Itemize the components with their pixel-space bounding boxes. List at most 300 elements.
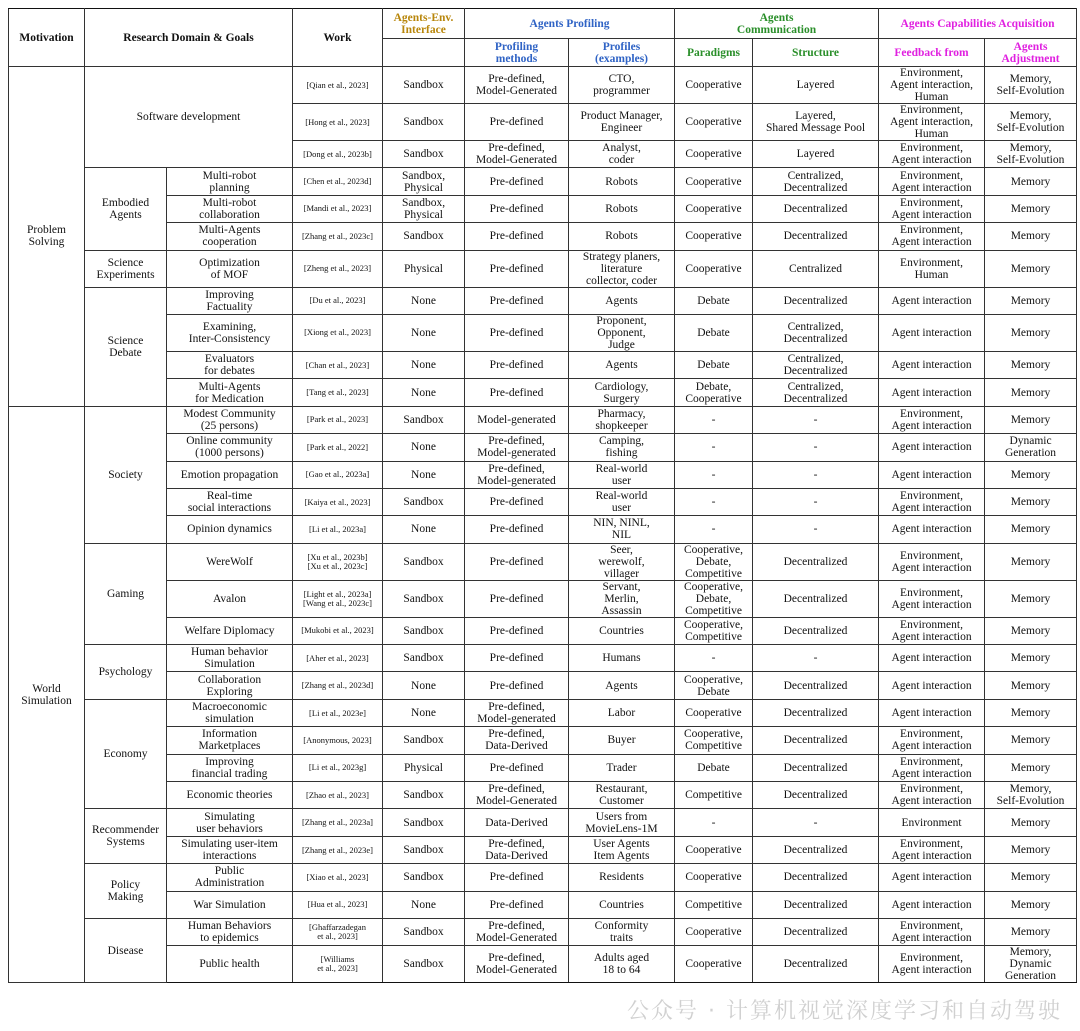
profiles-cell: Buyer <box>569 727 675 754</box>
header-profiling: Agents Profiling <box>465 9 675 39</box>
profiles-cell: Cardiology, Surgery <box>569 379 675 406</box>
goal-cell: Examining, Inter-Consistency <box>167 314 293 351</box>
feedback-cell: Environment, Agent interaction <box>879 195 985 222</box>
table-row <box>9 434 1077 461</box>
feedback-cell: Agent interaction <box>879 672 985 699</box>
feedback-cell: Agent interaction <box>879 351 985 378</box>
profiling-method-cell: Pre-defined <box>465 287 569 314</box>
paradigm-cell: Debate <box>675 754 753 781</box>
work-cell: [Li et al., 2023a] <box>293 516 383 543</box>
profiling-method-cell: Pre-defined <box>465 351 569 378</box>
feedback-cell: Environment, Agent interaction, Human <box>879 104 985 141</box>
work-cell: [Ghaffarzadegan et al., 2023] <box>293 918 383 945</box>
interface-cell: None <box>383 672 465 699</box>
adjustment-cell: Memory <box>985 918 1077 945</box>
profiling-method-cell: Pre-defined <box>465 168 569 195</box>
work-cell: [Zhang et al., 2023d] <box>293 672 383 699</box>
goal-cell: Multi-robot collaboration <box>167 195 293 222</box>
profiles-cell: Countries <box>569 617 675 644</box>
goal-cell: WereWolf <box>167 543 293 580</box>
header-profiles-examples: Profiles (examples) <box>569 39 675 67</box>
paradigm-cell: Competitive <box>675 891 753 918</box>
structure-cell: Layered, Shared Message Pool <box>753 104 879 141</box>
profiling-method-cell: Pre-defined, Model-Generated <box>465 918 569 945</box>
structure-cell: Decentralized <box>753 918 879 945</box>
adjustment-cell: Memory <box>985 672 1077 699</box>
adjustment-cell: Memory <box>985 864 1077 891</box>
domain-cell: Policy Making <box>85 864 167 919</box>
agents-survey-table <box>8 8 1077 983</box>
table-row <box>9 918 1077 945</box>
goal-cell: Modest Community (25 persons) <box>167 406 293 433</box>
table-row <box>9 250 1077 287</box>
adjustment-cell: Memory <box>985 836 1077 863</box>
profiles-cell: Proponent, Opponent, Judge <box>569 314 675 351</box>
table-row <box>9 67 1077 104</box>
work-cell: [Hua et al., 2023] <box>293 891 383 918</box>
feedback-cell: Agent interaction <box>879 379 985 406</box>
feedback-cell: Agent interaction <box>879 314 985 351</box>
structure-cell: Decentralized <box>753 699 879 726</box>
interface-cell: Physical <box>383 250 465 287</box>
interface-cell: Sandbox <box>383 809 465 836</box>
feedback-cell: Environment, Agent interaction <box>879 946 985 983</box>
work-cell: [Park et al., 2023] <box>293 406 383 433</box>
structure-cell: Centralized, Decentralized <box>753 351 879 378</box>
interface-cell: None <box>383 891 465 918</box>
table-row <box>9 946 1077 983</box>
feedback-cell: Environment, Agent interaction <box>879 836 985 863</box>
profiles-cell: Agents <box>569 672 675 699</box>
work-cell: [Li et al., 2023g] <box>293 754 383 781</box>
profiles-cell: Residents <box>569 864 675 891</box>
paradigm-cell: Cooperative <box>675 141 753 168</box>
domain-cell: Psychology <box>85 645 167 700</box>
feedback-cell: Agent interaction <box>879 864 985 891</box>
interface-cell: None <box>383 516 465 543</box>
interface-cell: Sandbox <box>383 946 465 983</box>
profiles-cell: Users from MovieLens-1M <box>569 809 675 836</box>
profiling-method-cell: Pre-defined <box>465 195 569 222</box>
structure-cell: - <box>753 461 879 488</box>
adjustment-cell: Memory <box>985 488 1077 515</box>
structure-cell: Centralized, Decentralized <box>753 168 879 195</box>
interface-cell: Sandbox <box>383 727 465 754</box>
goal-cell: Optimization of MOF <box>167 250 293 287</box>
work-cell: [Zheng et al., 2023] <box>293 250 383 287</box>
interface-cell: None <box>383 314 465 351</box>
feedback-cell: Environment, Agent interaction <box>879 168 985 195</box>
profiles-cell: Camping, fishing <box>569 434 675 461</box>
profiles-cell: Conformity traits <box>569 918 675 945</box>
paradigm-cell: Cooperative <box>675 67 753 104</box>
profiling-method-cell: Data-Derived <box>465 809 569 836</box>
interface-cell: None <box>383 351 465 378</box>
profiling-method-cell: Pre-defined, Model-generated <box>465 434 569 461</box>
structure-cell: Decentralized <box>753 223 879 250</box>
profiling-method-cell: Pre-defined <box>465 314 569 351</box>
table-row <box>9 351 1077 378</box>
work-cell: [Du et al., 2023] <box>293 287 383 314</box>
work-cell: [Williams et al., 2023] <box>293 946 383 983</box>
goal-cell: Improving Factuality <box>167 287 293 314</box>
feedback-cell: Agent interaction <box>879 434 985 461</box>
structure-cell: Decentralized <box>753 891 879 918</box>
table-row <box>9 891 1077 918</box>
profiles-cell: Real-world user <box>569 461 675 488</box>
paradigm-cell: Cooperative <box>675 864 753 891</box>
profiling-method-cell: Pre-defined <box>465 543 569 580</box>
interface-cell: Sandbox <box>383 543 465 580</box>
interface-cell: Sandbox <box>383 580 465 617</box>
structure-cell: Decentralized <box>753 864 879 891</box>
feedback-cell: Environment, Agent interaction <box>879 406 985 433</box>
profiling-method-cell: Pre-defined <box>465 379 569 406</box>
interface-cell: Physical <box>383 754 465 781</box>
table-row <box>9 543 1077 580</box>
table-row <box>9 580 1077 617</box>
header-profiling-methods: Profiling methods <box>465 39 569 67</box>
profiles-cell: Seer, werewolf, villager <box>569 543 675 580</box>
structure-cell: Decentralized <box>753 617 879 644</box>
interface-cell: Sandbox <box>383 488 465 515</box>
paradigm-cell: Cooperative <box>675 699 753 726</box>
feedback-cell: Environment, Agent interaction <box>879 223 985 250</box>
profiles-cell: Servant, Merlin, Assassin <box>569 580 675 617</box>
work-cell: [Zhao et al., 2023] <box>293 782 383 809</box>
paradigm-cell: - <box>675 406 753 433</box>
interface-cell: Sandbox, Physical <box>383 195 465 222</box>
paradigm-cell: Cooperative, Debate, Competitive <box>675 580 753 617</box>
table-row <box>9 223 1077 250</box>
profiles-cell: NIN, NINL, NIL <box>569 516 675 543</box>
interface-cell: None <box>383 434 465 461</box>
profiling-method-cell: Pre-defined <box>465 754 569 781</box>
interface-cell: Sandbox <box>383 782 465 809</box>
motivation-cell: Problem Solving <box>9 67 85 407</box>
structure-cell: - <box>753 809 879 836</box>
feedback-cell: Environment, Agent interaction <box>879 782 985 809</box>
adjustment-cell: Memory <box>985 314 1077 351</box>
work-cell: [Li et al., 2023e] <box>293 699 383 726</box>
structure-cell: Decentralized <box>753 727 879 754</box>
goal-cell: Simulating user-item interactions <box>167 836 293 863</box>
feedback-cell: Environment, Human <box>879 250 985 287</box>
profiling-method-cell: Pre-defined <box>465 223 569 250</box>
work-cell: [Chan et al., 2023] <box>293 351 383 378</box>
interface-cell: Sandbox <box>383 864 465 891</box>
profiling-method-cell: Pre-defined, Model-Generated <box>465 946 569 983</box>
goal-cell: Real-time social interactions <box>167 488 293 515</box>
work-cell: [Light et al., 2023a] [Wang et al., 2023c] <box>293 580 383 617</box>
interface-cell: Sandbox, Physical <box>383 168 465 195</box>
work-cell: [Hong et al., 2023] <box>293 104 383 141</box>
profiling-method-cell: Pre-defined, Model-Generated <box>465 141 569 168</box>
adjustment-cell: Memory <box>985 809 1077 836</box>
adjustment-cell: Memory <box>985 223 1077 250</box>
header-work: Work <box>293 9 383 67</box>
adjustment-cell: Memory <box>985 516 1077 543</box>
adjustment-cell: Memory <box>985 754 1077 781</box>
adjustment-cell: Memory, Self-Evolution <box>985 104 1077 141</box>
profiles-cell: Labor <box>569 699 675 726</box>
adjustment-cell: Memory <box>985 543 1077 580</box>
work-cell: [Kaiya et al., 2023] <box>293 488 383 515</box>
goal-cell: Evaluators for debates <box>167 351 293 378</box>
goal-cell: Macroeconomic simulation <box>167 699 293 726</box>
structure-cell: Centralized, Decentralized <box>753 314 879 351</box>
header-paradigms: Paradigms <box>675 39 753 67</box>
adjustment-cell: Memory, Dynamic Generation <box>985 946 1077 983</box>
goal-cell: Human Behaviors to epidemics <box>167 918 293 945</box>
table-body <box>9 67 1077 983</box>
adjustment-cell: Memory <box>985 699 1077 726</box>
feedback-cell: Environment, Agent interaction <box>879 488 985 515</box>
goal-cell: Economic theories <box>167 782 293 809</box>
feedback-cell: Agent interaction <box>879 287 985 314</box>
paradigm-cell: Cooperative, Competitive <box>675 727 753 754</box>
structure-cell: Decentralized <box>753 543 879 580</box>
feedback-cell: Environment, Agent interaction <box>879 754 985 781</box>
profiles-cell: Pharmacy, shopkeeper <box>569 406 675 433</box>
work-cell: [Zhang et al., 2023a] <box>293 809 383 836</box>
profiles-cell: Real-world user <box>569 488 675 515</box>
structure-cell: Decentralized <box>753 946 879 983</box>
goal-cell: Collaboration Exploring <box>167 672 293 699</box>
header-structure: Structure <box>753 39 879 67</box>
paradigm-cell: Cooperative <box>675 168 753 195</box>
structure-cell: - <box>753 645 879 672</box>
work-cell: [Chen et al., 2023d] <box>293 168 383 195</box>
structure-cell: Centralized <box>753 250 879 287</box>
structure-cell: - <box>753 406 879 433</box>
domain-cell: Science Experiments <box>85 250 167 287</box>
profiles-cell: Agents <box>569 287 675 314</box>
work-cell: [Mukobi et al., 2023] <box>293 617 383 644</box>
feedback-cell: Environment, Agent interaction <box>879 543 985 580</box>
header-interface: Agents-Env. Interface <box>383 9 465 39</box>
table-row <box>9 782 1077 809</box>
interface-cell: Sandbox <box>383 918 465 945</box>
adjustment-cell: Memory <box>985 617 1077 644</box>
profiling-method-cell: Pre-defined <box>465 891 569 918</box>
table-row <box>9 195 1077 222</box>
paradigm-cell: Cooperative, Debate, Competitive <box>675 543 753 580</box>
paradigm-cell: Cooperative <box>675 946 753 983</box>
table-row <box>9 168 1077 195</box>
profiles-cell: CTO, programmer <box>569 67 675 104</box>
structure-cell: Decentralized <box>753 672 879 699</box>
interface-cell: Sandbox <box>383 104 465 141</box>
structure-cell: Decentralized <box>753 782 879 809</box>
profiling-method-cell: Model-generated <box>465 406 569 433</box>
feedback-cell: Agent interaction <box>879 891 985 918</box>
domain-cell: Society <box>85 406 167 543</box>
interface-cell: Sandbox <box>383 67 465 104</box>
feedback-cell: Environment, Agent interaction, Human <box>879 67 985 104</box>
adjustment-cell: Memory <box>985 351 1077 378</box>
profiling-method-cell: Pre-defined, Model-generated <box>465 699 569 726</box>
profiles-cell: Trader <box>569 754 675 781</box>
work-cell: [Park et al., 2022] <box>293 434 383 461</box>
structure-cell: - <box>753 488 879 515</box>
interface-cell: None <box>383 379 465 406</box>
profiles-cell: User Agents Item Agents <box>569 836 675 863</box>
feedback-cell: Agent interaction <box>879 699 985 726</box>
profiles-cell: Robots <box>569 223 675 250</box>
structure-cell: Decentralized <box>753 836 879 863</box>
profiling-method-cell: Pre-defined <box>465 617 569 644</box>
goal-cell: Information Marketplaces <box>167 727 293 754</box>
paradigm-cell: Debate <box>675 287 753 314</box>
profiling-method-cell: Pre-defined, Model-generated <box>465 461 569 488</box>
profiles-cell: Adults aged 18 to 64 <box>569 946 675 983</box>
paradigm-cell: Cooperative <box>675 918 753 945</box>
watermark: 公众号 · 计算机视觉深度学习和自动驾驶 <box>627 999 1062 1024</box>
adjustment-cell: Memory <box>985 250 1077 287</box>
table-row <box>9 617 1077 644</box>
adjustment-cell: Memory <box>985 461 1077 488</box>
domain-cell: Embodied Agents <box>85 168 167 250</box>
profiling-method-cell: Pre-defined, Data-Derived <box>465 727 569 754</box>
domain-cell: Disease <box>85 918 167 982</box>
table-row <box>9 379 1077 406</box>
work-cell: [Xiao et al., 2023] <box>293 864 383 891</box>
feedback-cell: Environment, Agent interaction <box>879 918 985 945</box>
interface-cell: Sandbox <box>383 223 465 250</box>
domain-cell: Gaming <box>85 543 167 644</box>
profiling-method-cell: Pre-defined <box>465 488 569 515</box>
goal-cell: Avalon <box>167 580 293 617</box>
paradigm-cell: Cooperative, Debate <box>675 672 753 699</box>
header-motivation: Motivation <box>9 9 85 67</box>
structure-cell: Layered <box>753 67 879 104</box>
profiles-cell: Humans <box>569 645 675 672</box>
feedback-cell: Environment, Agent interaction <box>879 617 985 644</box>
domain-cell: Economy <box>85 699 167 809</box>
paradigm-cell: Cooperative <box>675 250 753 287</box>
feedback-cell: Environment, Agent interaction <box>879 141 985 168</box>
adjustment-cell: Memory <box>985 195 1077 222</box>
feedback-cell: Agent interaction <box>879 461 985 488</box>
adjustment-cell: Memory <box>985 406 1077 433</box>
paradigm-cell: - <box>675 434 753 461</box>
interface-cell: None <box>383 461 465 488</box>
paradigm-cell: - <box>675 461 753 488</box>
profiling-method-cell: Pre-defined <box>465 645 569 672</box>
paradigm-cell: Cooperative <box>675 836 753 863</box>
adjustment-cell: Memory <box>985 727 1077 754</box>
domain-cell: Software development <box>85 67 293 168</box>
paradigm-cell: Debate <box>675 351 753 378</box>
interface-cell: Sandbox <box>383 406 465 433</box>
table-row <box>9 727 1077 754</box>
table-row <box>9 809 1077 836</box>
header-research-domain: Research Domain & Goals <box>85 9 293 67</box>
work-cell: [Anonymous, 2023] <box>293 727 383 754</box>
work-cell: [Mandi et al., 2023] <box>293 195 383 222</box>
table-row <box>9 287 1077 314</box>
goal-cell: Online community (1000 persons) <box>167 434 293 461</box>
profiling-method-cell: Pre-defined <box>465 516 569 543</box>
adjustment-cell: Memory <box>985 168 1077 195</box>
table-row <box>9 754 1077 781</box>
profiling-method-cell: Pre-defined, Data-Derived <box>465 836 569 863</box>
motivation-cell: World Simulation <box>9 406 85 983</box>
adjustment-cell: Memory <box>985 891 1077 918</box>
feedback-cell: Agent interaction <box>879 645 985 672</box>
goal-cell: Opinion dynamics <box>167 516 293 543</box>
profiling-method-cell: Pre-defined <box>465 580 569 617</box>
adjustment-cell: Memory, Self-Evolution <box>985 67 1077 104</box>
profiles-cell: Strategy planers, literature collector, coder <box>569 250 675 287</box>
structure-cell: Decentralized <box>753 287 879 314</box>
work-cell: [Aher et al., 2023] <box>293 645 383 672</box>
goal-cell: War Simulation <box>167 891 293 918</box>
table-row <box>9 699 1077 726</box>
interface-cell: None <box>383 699 465 726</box>
interface-cell: Sandbox <box>383 836 465 863</box>
profiling-method-cell: Pre-defined, Model-Generated <box>465 67 569 104</box>
work-cell: [Dong et al., 2023b] <box>293 141 383 168</box>
goal-cell: Improving financial trading <box>167 754 293 781</box>
work-cell: [Xu et al., 2023b] [Xu et al., 2023c] <box>293 543 383 580</box>
adjustment-cell: Memory, Self-Evolution <box>985 141 1077 168</box>
table-row <box>9 645 1077 672</box>
header-acquisition: Agents Capabilities Acquisition <box>879 9 1077 39</box>
header-communication: Agents Communication <box>675 9 879 39</box>
work-cell: [Gao et al., 2023a] <box>293 461 383 488</box>
paradigm-cell: Cooperative <box>675 104 753 141</box>
structure-cell: Decentralized <box>753 195 879 222</box>
header-adjustment: Agents Adjustment <box>985 39 1077 67</box>
interface-cell: None <box>383 287 465 314</box>
profiling-method-cell: Pre-defined <box>465 672 569 699</box>
work-cell: [Tang et al., 2023] <box>293 379 383 406</box>
interface-cell: Sandbox <box>383 645 465 672</box>
work-cell: [Zhang et al., 2023e] <box>293 836 383 863</box>
structure-cell: Decentralized <box>753 754 879 781</box>
adjustment-cell: Memory <box>985 287 1077 314</box>
adjustment-cell: Memory <box>985 645 1077 672</box>
header-feedback-from: Feedback from <box>879 39 985 67</box>
profiles-cell: Robots <box>569 195 675 222</box>
goal-cell: Welfare Diplomacy <box>167 617 293 644</box>
profiling-method-cell: Pre-defined <box>465 864 569 891</box>
paradigm-cell: - <box>675 516 753 543</box>
profiling-method-cell: Pre-defined, Model-Generated <box>465 782 569 809</box>
interface-cell: Sandbox <box>383 141 465 168</box>
profiles-cell: Countries <box>569 891 675 918</box>
domain-cell: Science Debate <box>85 287 167 406</box>
goal-cell: Emotion propagation <box>167 461 293 488</box>
paradigm-cell: Debate, Cooperative <box>675 379 753 406</box>
domain-cell: Recommender Systems <box>85 809 167 864</box>
paradigm-cell: Cooperative, Competitive <box>675 617 753 644</box>
feedback-cell: Environment, Agent interaction <box>879 580 985 617</box>
table-row <box>9 672 1077 699</box>
paradigm-cell: - <box>675 645 753 672</box>
paradigm-cell: - <box>675 488 753 515</box>
profiles-cell: Analyst, coder <box>569 141 675 168</box>
goal-cell: Multi-Agents for Medication <box>167 379 293 406</box>
work-cell: [Qian et al., 2023] <box>293 67 383 104</box>
paradigm-cell: Debate <box>675 314 753 351</box>
goal-cell: Public health <box>167 946 293 983</box>
feedback-cell: Environment <box>879 809 985 836</box>
table-row <box>9 314 1077 351</box>
table-row <box>9 516 1077 543</box>
